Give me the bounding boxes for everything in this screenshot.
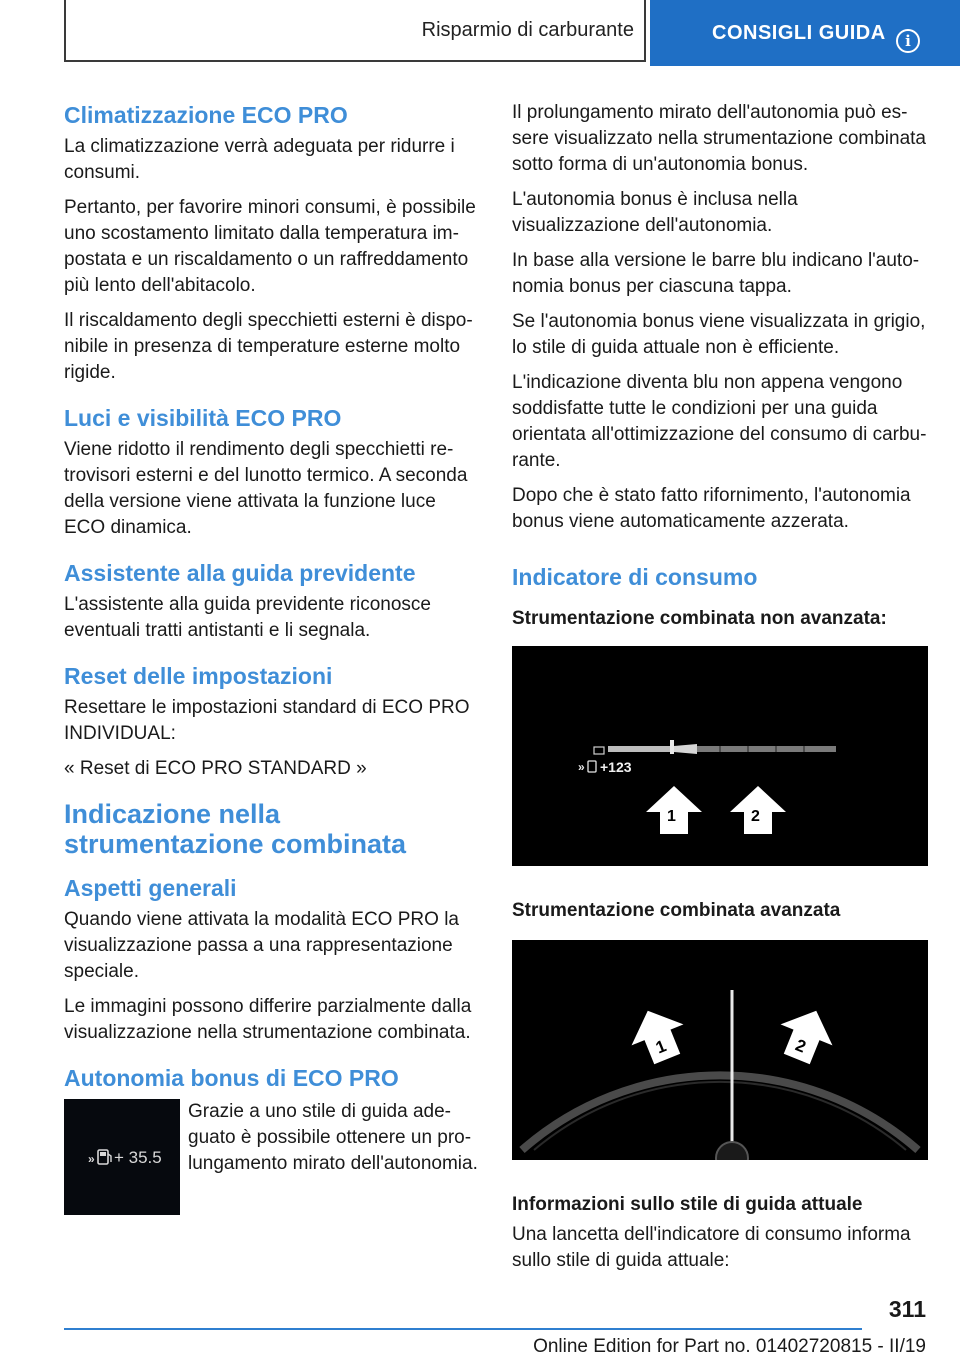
paragraph: Viene ridotto il rendimento degli specchietti retrovisori esterni e del lunotto termico. A seconda della versione viene attivata la funzione luce ECO dinamica. xyxy=(64,439,468,538)
figure-label-avanzata: Strumentazione combinata avanzata xyxy=(512,900,841,921)
paragraph: L'autonomia bonus è inclusa nella visualizzazione dell'autonomia. xyxy=(512,189,798,236)
heading-aspetti: Aspetti generali xyxy=(64,875,237,901)
paragraph: Resettare le impostazioni standard di ECO PRO INDIVIDUAL: xyxy=(64,697,470,744)
bonus-text xyxy=(188,1099,480,1186)
chevron-icon: » xyxy=(88,1152,95,1166)
heading-indicazione: Indicazione nella strumentazione combinata xyxy=(64,799,407,859)
chapter-title: CONSIGLI GUIDA xyxy=(712,21,886,44)
paragraph: In base alla versione le barre blu indicano l'autonomia bonus per ciascuna tappa. xyxy=(512,250,920,297)
arrow-2-number: 2 xyxy=(751,808,760,825)
page-header xyxy=(0,0,960,66)
subheading-info-stile: Informazioni sullo stile di guida attuale xyxy=(512,1194,863,1215)
bonus-range-image xyxy=(64,1099,180,1215)
heading-luci: Luci e visibilità ECO PRO xyxy=(64,405,342,431)
paragraph: L'indicazione diventa blu non appena vengono soddisfatte tutte le condizioni per una guida orientata all'ottimizzazione del consumo di carburante. xyxy=(512,372,927,471)
edition-note: Online Edition for Part no. 01402720815 - II/19 xyxy=(533,1336,926,1357)
left-column xyxy=(64,100,478,1219)
heading-autonomia-bonus: Autonomia bonus di ECO PRO xyxy=(64,1065,399,1091)
paragraph: Il riscaldamento degli specchietti esterni è disponibile in presenza di temperature esterne molto rigide. xyxy=(64,310,473,383)
menu-path: « Reset di ECO PRO STANDARD » xyxy=(64,758,367,779)
consumption-needle xyxy=(670,740,674,754)
paragraph: Se l'autonomia bonus viene visualizzata in grigio, lo stile di guida attuale non è efficiente. xyxy=(512,311,926,358)
paragraph: L'assistente alla guida previdente riconosce eventuali tratti antistanti e li segnala. xyxy=(64,594,431,641)
page-number: 311 xyxy=(888,1296,926,1322)
consumption-display-advanced-graphic xyxy=(512,940,928,1160)
consumption-display-basic-graphic xyxy=(512,646,928,866)
paragraph: Il prolungamento mirato dell'autonomia può essere visualizzato nella strumentazione combinata sotto forma di un'autonomia bonus. xyxy=(512,102,926,175)
section-tab xyxy=(64,0,646,62)
bonus-range-graphic xyxy=(64,1099,180,1215)
paragraph: Le immagini possono differire parzialmente dalla visualizzazione nella strumentazione combinata. xyxy=(64,996,472,1043)
bonus-readout: +123 xyxy=(600,759,632,775)
paragraph: Quando viene attivata la modalità ECO PRO la visualizzazione passa a una rappresentazione speciale. xyxy=(64,909,459,982)
info-icon: i xyxy=(896,29,920,53)
consumption-display-advanced-image xyxy=(512,940,928,1160)
arrow-1-number: 1 xyxy=(667,808,676,825)
paragraph: Pertanto, per favorire minori consumi, è possibile uno scostamento limitato dalla temperatura impostata e un riscaldamento o un raffreddamento più lento dell'abitacolo. xyxy=(64,197,476,296)
arrow-2-number: 2 xyxy=(792,1035,809,1057)
consumption-display-basic-image xyxy=(512,646,928,866)
bonus-range-readout: + 35.5 xyxy=(114,1148,162,1167)
figure-label-non-avanzata: Strumentazione combinata non avanzata: xyxy=(512,608,887,629)
heading-indicatore-consumo: Indicatore di consumo xyxy=(512,564,758,590)
chevron-icon: » xyxy=(578,760,585,774)
paragraph: Una lancetta dell'indicatore di consumo informa sullo stile di guida attuale: xyxy=(512,1224,911,1271)
right-column xyxy=(512,100,928,1283)
bonus-figure-block xyxy=(64,1099,478,1219)
footer-divider xyxy=(64,1328,862,1330)
heading-climatizzazione: Climatizzazione ECO PRO xyxy=(64,102,348,128)
paragraph: Grazie a uno stile di guida adeguato è possibile ottenere un prolungamento mirato dell'autonomia. xyxy=(188,1101,478,1174)
paragraph: La climatizzazione verrà adeguata per ridurre i consumi. xyxy=(64,136,455,183)
heading-assistente: Assistente alla guida previdente xyxy=(64,560,416,586)
heading-reset: Reset delle impostazioni xyxy=(64,663,333,689)
section-title: Risparmio di carburante xyxy=(421,18,634,41)
paragraph: Dopo che è stato fatto rifornimento, l'autonomia bonus viene automaticamente azzerata. xyxy=(512,485,911,532)
arrow-1-number: 1 xyxy=(653,1036,669,1058)
